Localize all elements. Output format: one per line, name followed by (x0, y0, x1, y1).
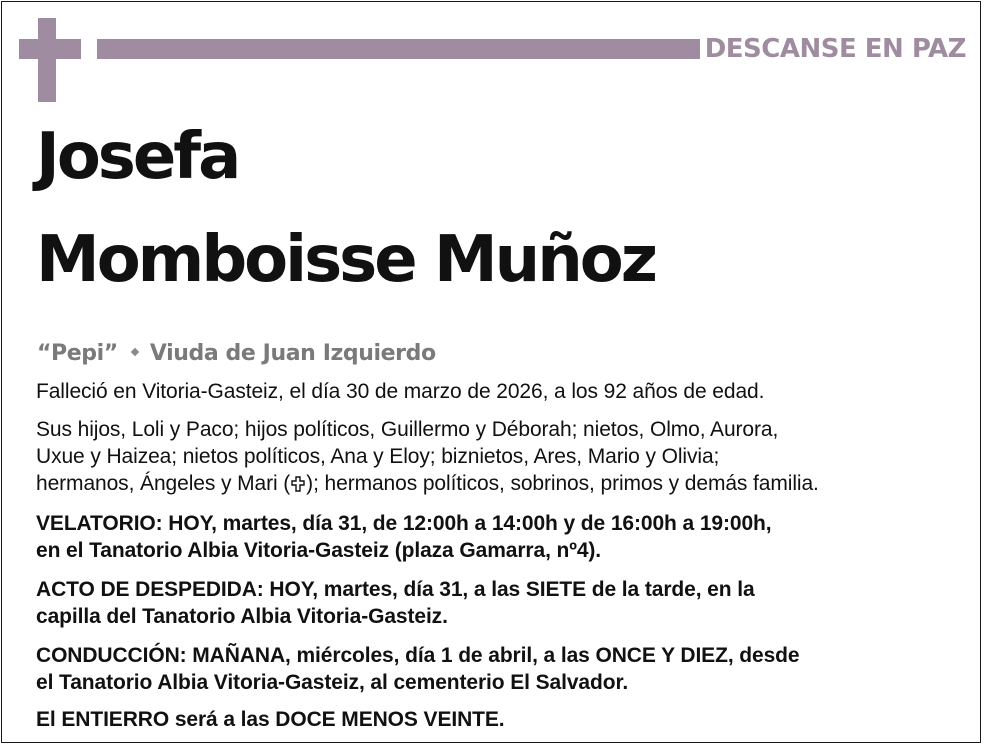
relation: Viuda de Juan Izquierdo (149, 341, 436, 366)
diamond-separator-icon (131, 348, 139, 356)
velatorio-paragraph (36, 510, 966, 564)
family-line-2: Uxue y Haizea; nietos políticos, Ana y Eloy; biznietos, Ares, Mario y Olivia; (36, 445, 720, 468)
conduccion-line-2: el Tanatorio Albia Vitoria-Gasteiz, al cementerio El Salvador. (36, 671, 629, 694)
entierro-line: El ENTIERRO será a las DOCE MENOS VEINTE. (36, 708, 505, 731)
despedida-line-1: ACTO DE DESPEDIDA: HOY, martes, día 31, a las SIETE de la tarde, en la (36, 578, 755, 601)
deceased-first-name: Josefa (36, 120, 239, 194)
conduccion-paragraph (36, 642, 966, 696)
header-tag: DESCANSE EN PAZ (704, 34, 966, 64)
deceased-last-name: Momboisse Muñoz (36, 223, 655, 297)
family-line-1: Sus hijos, Loli y Paco; hijos políticos, Guillermo y Déborah; nietos, Olmo, Aurora, (36, 418, 779, 441)
death-line: Falleció en Vitoria-Gasteiz, el día 30 de marzo de 2026, a los 92 años de edad. (36, 380, 765, 403)
velatorio-line-1: VELATORIO: HOY, martes, día 31, de 12:00h a 14:00h y de 16:00h a 19:00h, (36, 512, 772, 535)
despedida-paragraph (36, 576, 966, 630)
velatorio-line-2: en el Tanatorio Albia Vitoria-Gasteiz (plaza Gamarra, nº4). (36, 539, 602, 562)
subtitle (37, 337, 436, 371)
header-rule (97, 39, 700, 59)
entierro-paragraph (36, 706, 966, 733)
death-paragraph (36, 378, 966, 405)
notice-frame (1, 1, 981, 743)
family-line-3 (36, 470, 966, 497)
nickname: “Pepi” (37, 341, 118, 366)
family-paragraph (36, 416, 966, 497)
family-line-3-before: hermanos, Ángeles y Mari ( (36, 472, 291, 495)
conduccion-line-1: CONDUCCIÓN: MAÑANA, miércoles, día 1 de abril, a las ONCE Y DIEZ, desde (36, 644, 800, 667)
small-cross-icon (291, 476, 305, 492)
despedida-line-2: capilla del Tanatorio Albia Vitoria-Gasteiz. (36, 605, 448, 628)
family-line-3-after: ); hermanos políticos, sobrinos, primos y demás familia. (306, 472, 819, 495)
